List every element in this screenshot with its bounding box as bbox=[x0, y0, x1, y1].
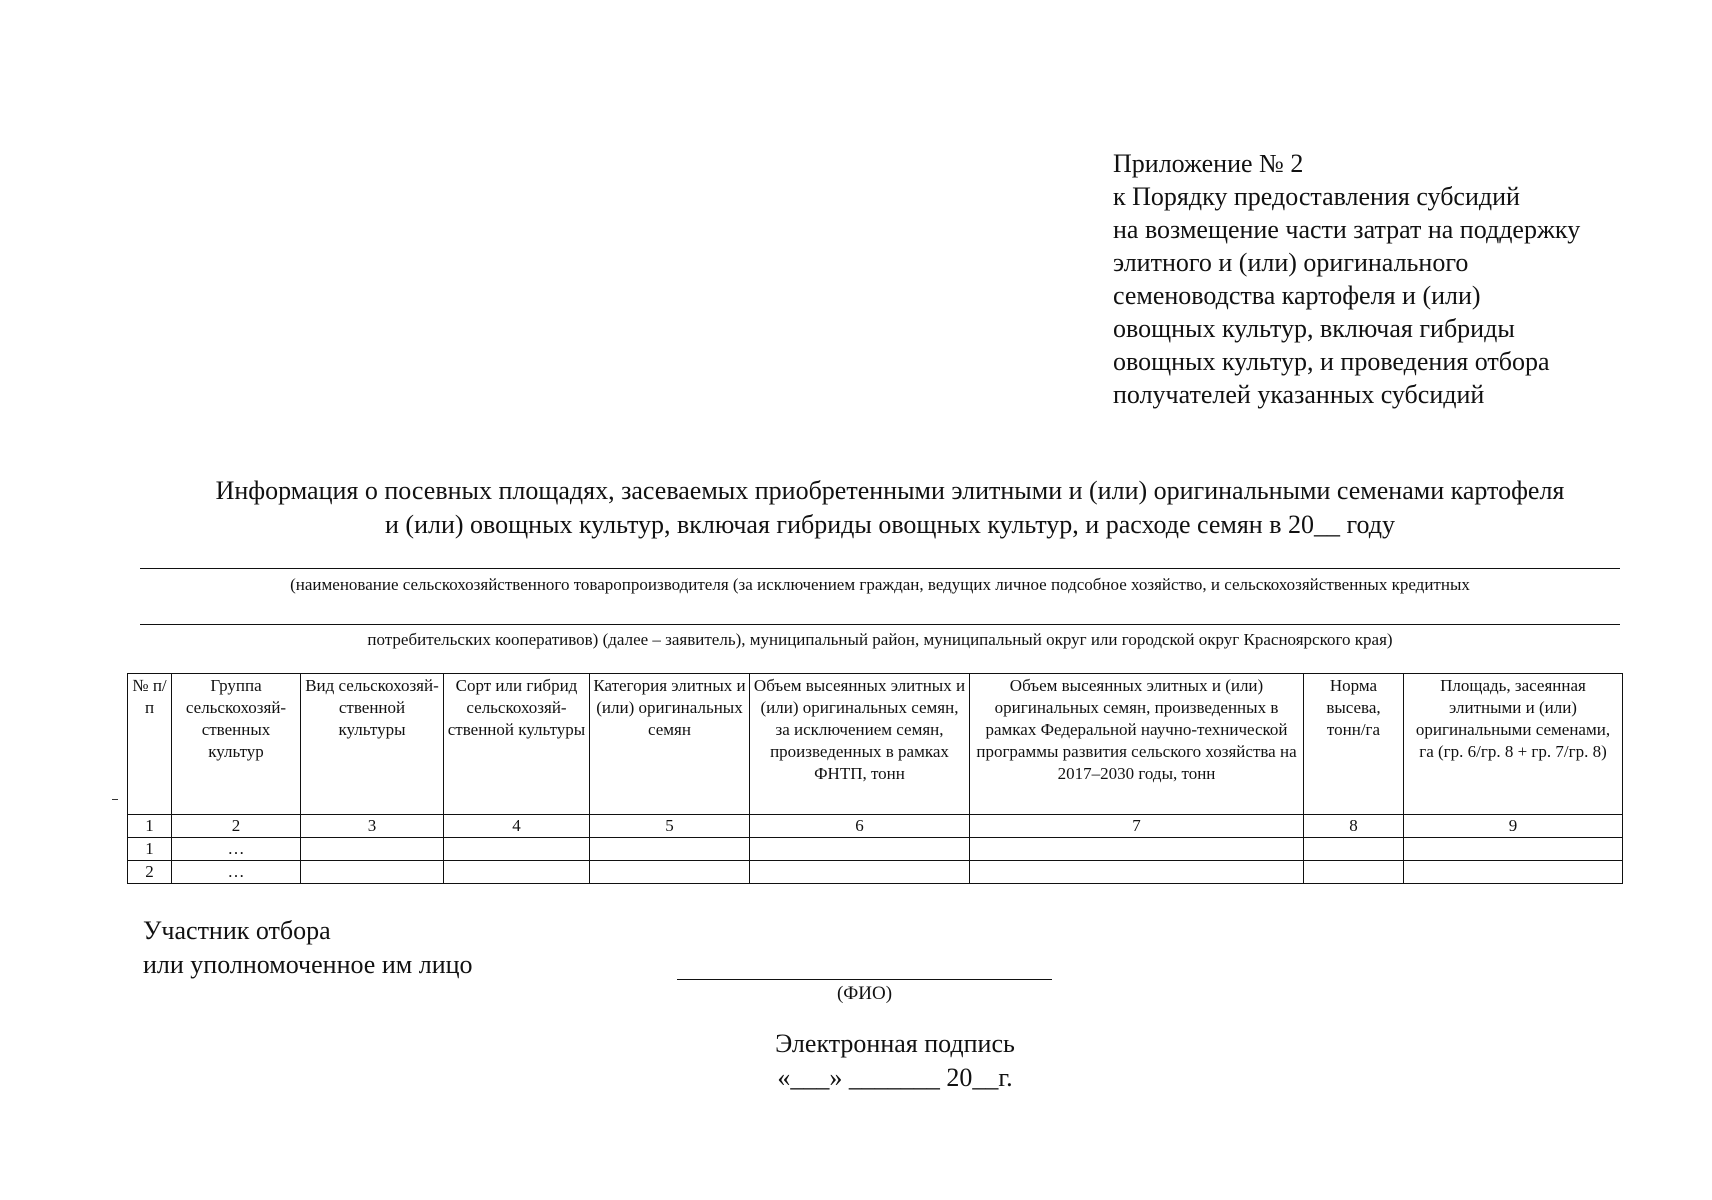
table-row bbox=[128, 838, 1623, 861]
appendix-line: семеноводства картофеля и (или) bbox=[1113, 281, 1481, 310]
applicant-name-line-1[interactable] bbox=[140, 568, 1620, 569]
participant-line-2: или уполномоченное им лицо bbox=[143, 950, 473, 979]
table-header-row bbox=[128, 674, 1623, 815]
fio-caption: (ФИО) bbox=[836, 983, 893, 1004]
title-line-1: Информация о посевных площадях, засеваемых приобретенными элитными и (или) оригинальными семенами картофеля bbox=[215, 476, 1565, 505]
table-cell[interactable]: … bbox=[172, 838, 301, 861]
document-title bbox=[100, 474, 1680, 542]
table-cell[interactable] bbox=[444, 861, 590, 884]
header-cell: Категория элитных и (или) оригинальных семян bbox=[590, 674, 750, 815]
appendix-line: на возмещение части затрат на поддержку bbox=[1113, 215, 1581, 244]
column-number: 8 bbox=[1304, 815, 1404, 838]
appendix-line: Приложение № 2 bbox=[1113, 149, 1304, 178]
table-cell[interactable] bbox=[301, 838, 444, 861]
sowing-info-table bbox=[127, 673, 1623, 884]
esign-label: Электронная подпись bbox=[775, 1029, 1015, 1058]
table-row bbox=[128, 861, 1623, 884]
appendix-header bbox=[1113, 147, 1673, 411]
table-cell[interactable] bbox=[301, 861, 444, 884]
table-cell[interactable] bbox=[1304, 838, 1404, 861]
header-cell: Объем высеянных элитных и (или) оригинальных семян, за исключением семян, произведенных в рамках ФНТП, тонн bbox=[750, 674, 970, 815]
applicant-caption-2: потребительских кооперативов) (далее – заявитель), муниципальный район, муниципальный округ или городской округ Красноярского края) bbox=[367, 630, 1393, 649]
column-number: 9 bbox=[1404, 815, 1623, 838]
appendix-line: получателей указанных субсидий bbox=[1113, 380, 1485, 409]
column-number: 7 bbox=[970, 815, 1304, 838]
appendix-line: овощных культур, включая гибриды bbox=[1113, 314, 1515, 343]
title-line-2: и (или) овощных культур, включая гибриды овощных культур, и расходе семян в 20__ году bbox=[385, 510, 1395, 539]
appendix-line: к Порядку предоставления субсидий bbox=[1113, 182, 1520, 211]
appendix-line: элитного и (или) оригинального bbox=[1113, 248, 1469, 277]
electronic-signature-block bbox=[700, 1027, 1090, 1095]
table-cell[interactable] bbox=[750, 861, 970, 884]
table-cell[interactable] bbox=[970, 861, 1304, 884]
table-cell: 2 bbox=[128, 861, 172, 884]
table-cell[interactable] bbox=[1404, 838, 1623, 861]
fio-signature-line[interactable] bbox=[677, 979, 1052, 980]
header-cell: Объем высеянных элитных и (или) оригинальных семян, произведенных в рамках Федеральной научно-технической программы развития сельского хозяйства на 2017–2030 годы, тонн bbox=[970, 674, 1304, 815]
column-number: 3 bbox=[301, 815, 444, 838]
table-cell[interactable] bbox=[590, 838, 750, 861]
header-cell: № п/п bbox=[128, 674, 172, 815]
table-cell[interactable] bbox=[970, 838, 1304, 861]
header-cell: Вид сельскохозяй-ственной культуры bbox=[301, 674, 444, 815]
header-cell: Площадь, засеянная элитными и (или) оригинальными семенами, га (гр. 6/гр. 8 + гр. 7/гр. 8) bbox=[1404, 674, 1623, 815]
table-cell[interactable] bbox=[750, 838, 970, 861]
applicant-caption-1: (наименование сельскохозяйственного товаропроизводителя (за исключением граждан, ведущих личное подсобное хозяйство, и сельскохозяйственных кредитных bbox=[290, 575, 1470, 594]
table-cell[interactable] bbox=[1304, 861, 1404, 884]
appendix-line: овощных культур, и проведения отбора bbox=[1113, 347, 1550, 376]
date-line[interactable]: «___» _______ 20__г. bbox=[777, 1063, 1013, 1092]
table-cell: 1 bbox=[128, 838, 172, 861]
table-cell[interactable] bbox=[444, 838, 590, 861]
column-number: 1 bbox=[128, 815, 172, 838]
table-cell[interactable]: … bbox=[172, 861, 301, 884]
margin-mark bbox=[112, 799, 118, 800]
column-number-row bbox=[128, 815, 1623, 838]
header-cell: Сорт или гибрид сельскохозяй-ственной культуры bbox=[444, 674, 590, 815]
header-cell: Норма высева, тонн/га bbox=[1304, 674, 1404, 815]
table-cell[interactable] bbox=[590, 861, 750, 884]
column-number: 2 bbox=[172, 815, 301, 838]
column-number: 4 bbox=[444, 815, 590, 838]
applicant-name-line-2[interactable] bbox=[140, 624, 1620, 625]
column-number: 6 bbox=[750, 815, 970, 838]
header-cell: Группа сельскохозяй-ственных культур bbox=[172, 674, 301, 815]
participant-line-1: Участник отбора bbox=[143, 916, 331, 945]
column-number: 5 bbox=[590, 815, 750, 838]
table-cell[interactable] bbox=[1404, 861, 1623, 884]
participant-label bbox=[143, 914, 473, 982]
